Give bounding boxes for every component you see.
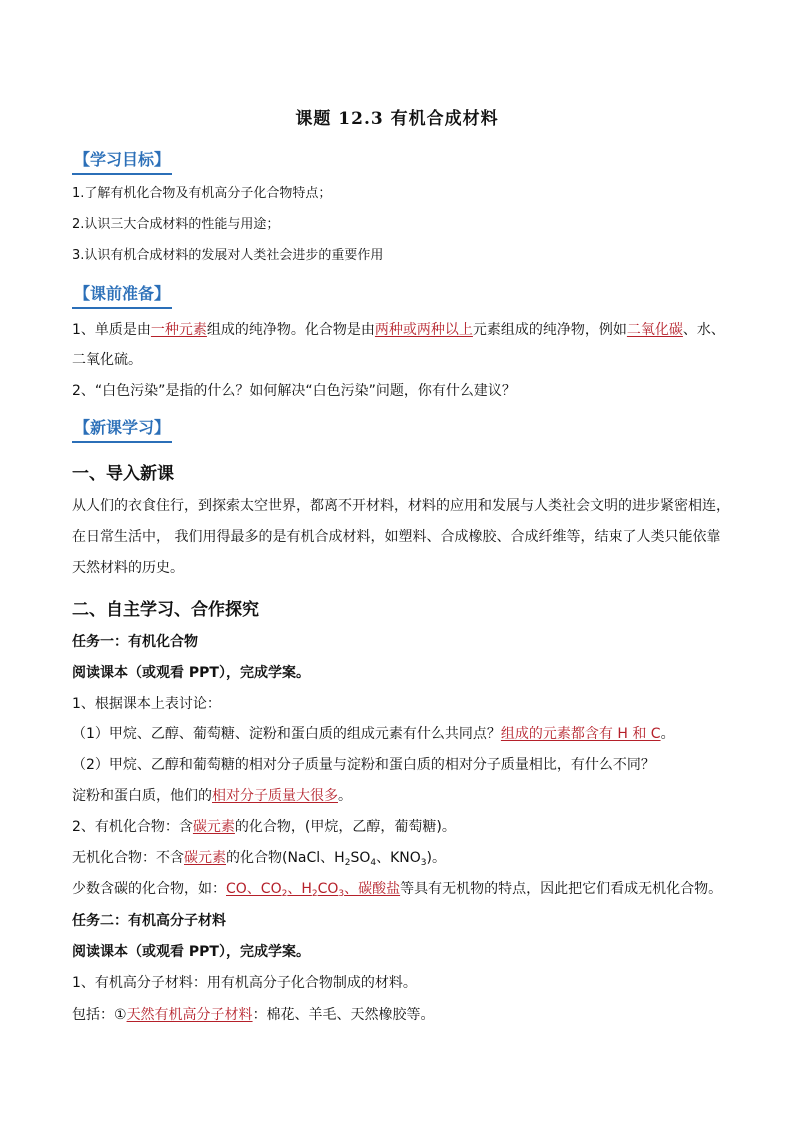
task1-title: 任务一：有机化合物: [72, 634, 198, 650]
answer-blank: 二氧化碳: [626, 322, 683, 338]
section-explore-title: 二、自主学习、合作探究: [72, 600, 259, 620]
section-intro-title: 一、导入新课: [72, 464, 174, 484]
prep-question-2: 2、“白色污染”是指的什么？如何解决“白色污染”问题，你有什么建议？: [72, 383, 516, 399]
goal-item-3: 3.认识有机合成材料的发展对人类社会进步的重要作用: [72, 248, 384, 263]
goal-item-1: 1.了解有机化合物及有机高分子化合物特点；: [72, 186, 332, 201]
intro-paragraph-line-2: 在日常生活中， 我们用得最多的是有机合成材料，如塑料、合成橡胶、合成纤维等，结束了人类只能依靠: [72, 529, 721, 545]
prep-question-1: 1、单质是由一种元素组成的纯净物。化合物是由两种或两种以上元素组成的纯净物，例如二氧化碳、水、: [72, 322, 725, 338]
task1-answer-1b: 淀粉和蛋白质，他们的相对分子质量大很多。: [72, 788, 352, 804]
answer-blank: 碳元素: [184, 850, 226, 866]
heading-learning-goals: 【学习目标】: [72, 147, 172, 175]
task2-includes: 包括：①天然有机高分子材料：棉花、羊毛、天然橡胶等。: [72, 1007, 435, 1023]
answer-blank: 组成的元素都含有 H 和 C: [500, 726, 661, 742]
intro-paragraph-line-3: 天然材料的历史。: [72, 560, 184, 576]
page-title: 课题 12.3 有机合成材料: [295, 109, 499, 129]
task1-question-2: 2、有机化合物：含碳元素的化合物，(甲烷，乙醇，葡萄糖)。: [72, 819, 456, 835]
task2-question-1: 1、有机高分子材料：用有机高分子化合物制成的材料。: [72, 975, 417, 991]
answer-blank: 一种元素: [150, 322, 207, 338]
answer-blank: 相对分子质量大很多: [212, 788, 338, 804]
task1-question-1: 1、根据课本上表讨论：: [72, 696, 221, 712]
answer-blank: 两种或两种以上: [374, 322, 473, 338]
task1-question-1b: （2）甲烷、乙醇和葡萄糖的相对分子质量与淀粉和蛋白质的相对分子质量相比，有什么不同？: [72, 757, 655, 773]
goal-item-2: 2.认识三大合成材料的性能与用途；: [72, 217, 280, 232]
task1-reading-instruction: 阅读课本（或观看 PPT），完成学案。: [72, 665, 310, 681]
task2-reading-instruction: 阅读课本（或观看 PPT），完成学案。: [72, 944, 310, 960]
task2-title: 任务二：有机高分子材料: [72, 913, 226, 929]
task1-inorganic-definition: 无机化合物：不含碳元素的化合物(NaCl、$H_2SO_4$、$KNO_3$)。: [72, 850, 446, 868]
answer-blank: 碳元素: [192, 819, 235, 835]
answer-blank: CO、$CO_2$、$H_2CO_3$、碳酸盐: [226, 881, 401, 899]
task1-question-1a: （1）甲烷、乙醇、葡萄糖、淀粉和蛋白质的组成元素有什么共同点？组成的元素都含有 H 和 C。: [72, 726, 675, 742]
heading-new-lesson: 【新课学习】: [72, 415, 172, 443]
intro-paragraph-line-1: 从人们的衣食住行，到探索太空世界，都离不开材料，材料的应用和发展与人类社会文明的进步紧密相连，: [72, 498, 730, 514]
prep-question-1-cont: 二氧化硫。: [72, 352, 142, 368]
answer-blank: 天然有机高分子材料: [126, 1007, 253, 1023]
heading-preparation: 【课前准备】: [72, 281, 172, 309]
task1-exceptions: 少数含碳的化合物，如：CO、$CO_2$、$H_2CO_3$、碳酸盐等具有无机物的特点，因此把它们看成无机化合物。: [72, 881, 723, 899]
